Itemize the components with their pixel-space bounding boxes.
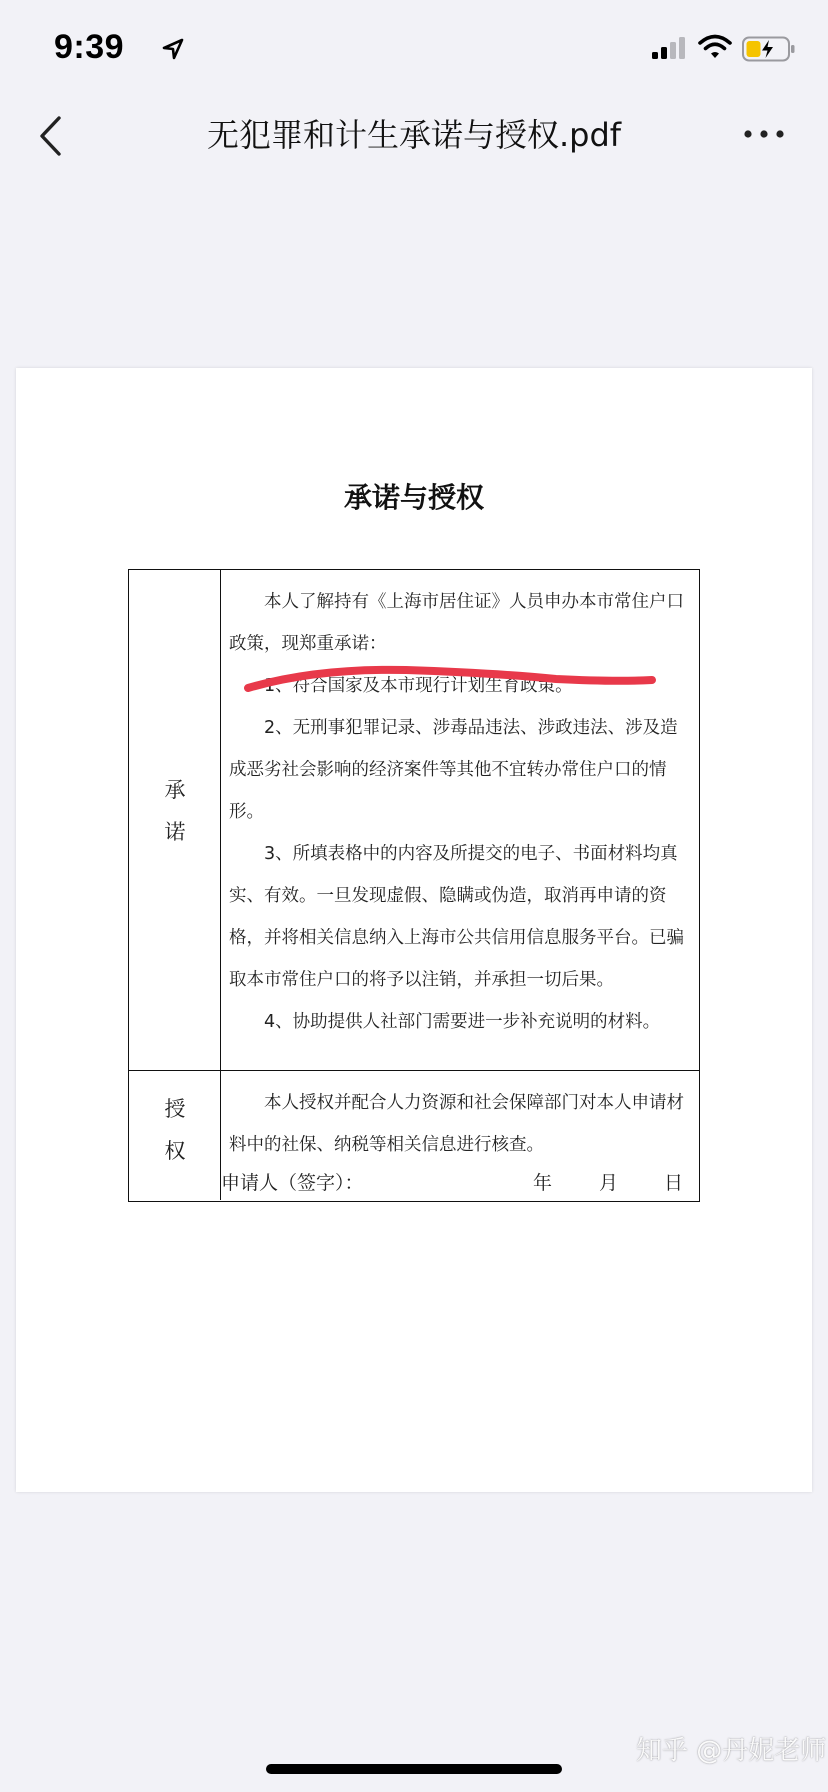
commitment-table — [128, 569, 700, 1202]
home-indicator[interactable] — [266, 1764, 562, 1774]
promise-row — [129, 570, 699, 1071]
promise-label-char: 承 — [164, 778, 186, 802]
pdf-page[interactable] — [16, 368, 812, 1492]
document-title: 无犯罪和计生承诺与授权.pdf — [206, 116, 622, 154]
chevron-left-icon[interactable] — [36, 114, 66, 158]
authorize-label-char: 权 — [164, 1139, 186, 1163]
promise-intro: 本人了解持有《上海市居住证》人员申办本市常住户口政策，现郑重承诺： — [229, 592, 684, 654]
location-arrow-icon — [162, 38, 184, 60]
promise-item-2: 2、无刑事犯罪记录、涉毒品违法、涉政违法、涉及造成恶劣社会影响的经济案件等其他不宜转办常住户口的情形。 — [229, 718, 678, 822]
wifi-icon — [698, 34, 732, 60]
battery-charging-icon — [742, 36, 796, 62]
signature-label: 申请人（签字）： — [221, 1172, 364, 1194]
authorize-text: 本人授权并配合人力资源和社会保障部门对本人申请材料中的社保、纳税等相关信息进行核查。 — [229, 1093, 684, 1155]
authorize-label-cell — [129, 1071, 221, 1200]
authorize-label-char: 授 — [164, 1097, 186, 1121]
status-time: 9:39 — [54, 28, 125, 66]
ellipsis-icon[interactable] — [742, 124, 786, 144]
promise-item-3: 3、所填表格中的内容及所提交的电子、书面材料均真实、有效。一旦发现虚假、隐瞒或伪造，取消再申请的资格，并将相关信息纳入上海市公共信用信息服务平台。已骗取本市常住户口的将予以注销，并承担一切后果。 — [229, 844, 684, 990]
status-bar — [0, 0, 828, 96]
signature-month: 月 — [599, 1172, 619, 1194]
watermark-text: 知乎 @丹妮老师 — [636, 1736, 827, 1766]
promise-content-cell — [221, 570, 699, 1070]
doc-heading: 承诺与授权 — [343, 481, 484, 514]
cellular-signal-icon — [652, 36, 688, 60]
promise-label-char: 诺 — [164, 820, 186, 844]
signature-day: 日 — [664, 1172, 684, 1194]
pdf-viewer[interactable] — [0, 176, 828, 1792]
promise-item-4: 4、协助提供人社部门需要进一步补充说明的材料。 — [264, 1012, 661, 1032]
promise-item-1: 1、符合国家及本市现行计划生育政策。 — [264, 676, 573, 696]
nav-bar — [0, 96, 828, 176]
signature-year: 年 — [533, 1172, 553, 1194]
promise-label-cell — [129, 570, 221, 1070]
